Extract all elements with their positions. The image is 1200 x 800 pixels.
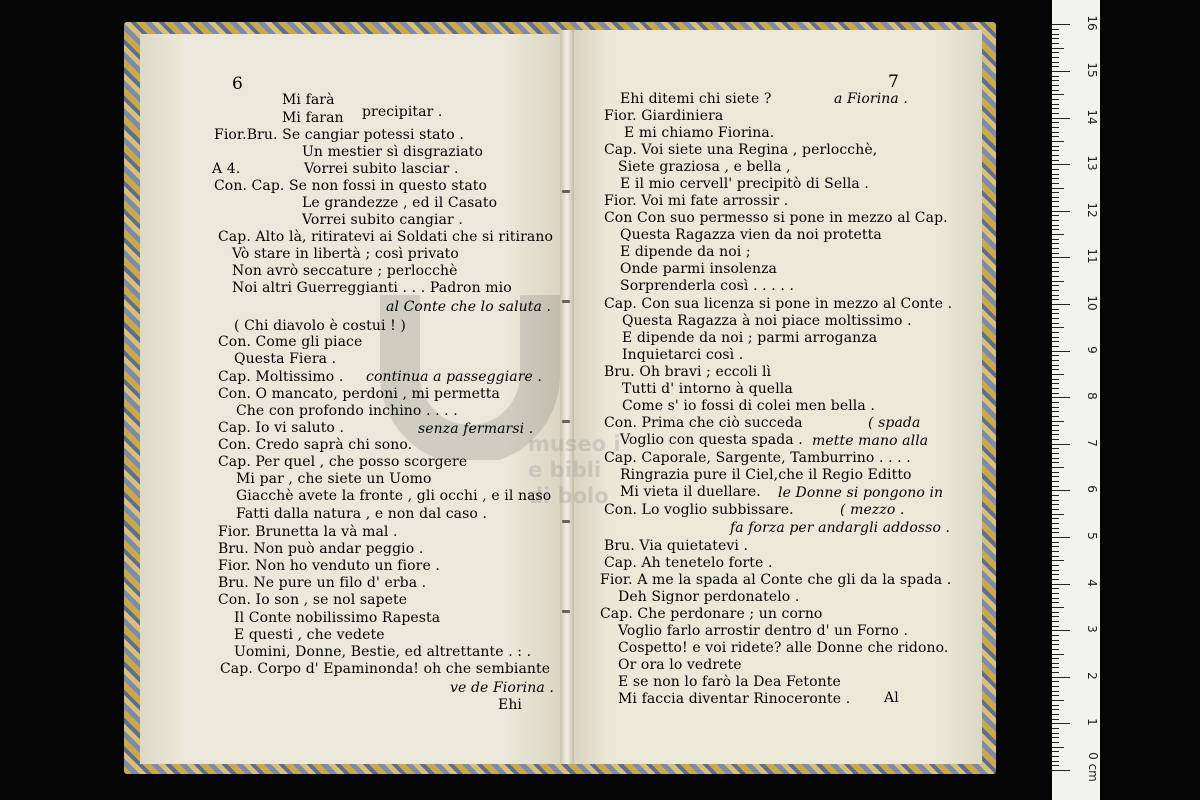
right-page-line: Con. Lo voglio subbissare. [604,502,794,518]
right-page-line: Cap. Voi siete una Regina , perlocchè, [604,142,878,158]
ruler-tick [1052,388,1059,389]
ruler-unit-label: 0 cm [1086,752,1100,782]
binding-stitch [562,610,570,613]
left-page-line: Fatti dalla natura , e non dal caso . [236,506,488,522]
left-page-line: ve de Fiorina . [450,680,554,696]
left-page-line: Vorrei subito cangiar . [302,212,463,228]
left-page-number: 6 [232,74,243,94]
ruler-number: 15 [1085,62,1099,78]
ruler-tick [1052,709,1059,710]
ruler-tick [1052,38,1059,39]
ruler-number: 8 [1085,392,1099,400]
ruler-number: 2 [1085,671,1099,680]
ruler-tick [1052,57,1059,58]
ruler-tick [1052,495,1059,496]
ruler-tick [1052,332,1059,333]
ruler-tick [1052,635,1059,636]
left-page-line: Con. Io son , se nol sapete [218,592,408,608]
ruler-number: 4 [1085,578,1099,587]
ruler-tick [1052,453,1059,454]
binding-stitch [562,300,570,303]
ruler-tick [1052,52,1059,53]
ruler-tick [1052,309,1059,310]
right-page-line: Or ora lo vedrete [618,657,742,673]
right-page-line: Ringrazia pure il Ciel,che il Regio Editto [620,467,912,483]
ruler-tick [1052,672,1059,673]
ruler-tick [1052,85,1059,86]
left-page-line: senza fermarsi . [418,421,534,437]
right-page-line: E se non lo farò la Dea Fetonte [618,674,841,690]
ruler-tick [1052,551,1059,552]
ruler-tick [1052,537,1070,538]
left-page-line: Cap. Alto là, ritiratevi ai Soldati che si ritirano [218,229,553,245]
ruler-tick [1052,579,1059,580]
ruler-tick [1052,355,1059,356]
right-page-line: Bru. Oh bravi ; eccoli lì [604,364,772,380]
ruler-number: 11 [1085,248,1099,265]
ruler-tick [1052,155,1059,156]
ruler-tick [1052,765,1059,766]
ruler-tick [1052,169,1059,170]
ruler-tick [1052,234,1064,235]
right-page-line: Al [884,690,899,706]
ruler-number: 5 [1085,532,1099,540]
left-page-line: Con. Come gli piace [218,334,363,350]
ruler-tick [1052,556,1059,557]
ruler-tick [1052,476,1059,477]
right-page-line: Con Con suo permesso si pone in mezzo al Cap. [604,210,948,226]
ruler-tick [1052,160,1059,161]
left-page-line: Uomini, Donne, Bestie, ed altrettante . : . [234,644,532,660]
ruler-tick [1052,616,1059,617]
ruler-tick [1052,225,1059,226]
ruler-tick [1052,416,1059,417]
right-page-line: Come s' io fossi di colei men bella . [622,398,875,414]
right-page-line: Mi vieta il duellare. [620,484,761,500]
ruler-tick [1052,206,1059,207]
ruler-tick [1052,299,1059,300]
ruler-tick [1052,262,1059,263]
ruler-tick [1052,644,1059,645]
ruler-number: 10 [1085,295,1099,311]
ruler-tick [1052,565,1059,566]
ruler-tick [1052,178,1059,179]
ruler-tick [1052,211,1070,212]
ruler-tick [1052,118,1070,119]
ruler-tick [1052,369,1059,370]
ruler-tick [1052,29,1059,30]
ruler-number: 6 [1085,485,1099,494]
ruler-tick [1052,742,1059,743]
right-page-line: a Fiorina . [834,91,908,107]
ruler-tick [1052,430,1059,431]
right-page-line: ( spada [868,415,921,431]
left-page-line: Fior. Brunetta la và mal . [218,524,398,540]
ruler-tick [1052,374,1064,375]
ruler-tick [1052,761,1059,762]
ruler-tick [1052,770,1070,771]
left-page-line: Cap. Io vi saluto . [218,420,345,436]
ruler-tick [1052,681,1059,682]
ruler-tick [1052,122,1059,123]
ruler-tick [1052,108,1059,109]
ruler-tick [1052,528,1059,529]
ruler-tick [1052,271,1059,272]
ruler-number: 12 [1085,202,1099,218]
ruler-tick [1052,281,1064,282]
ruler-tick [1052,360,1059,361]
ruler-tick [1052,188,1064,189]
ruler-tick [1052,518,1059,519]
left-page-line: Questa Fiera . [234,351,337,367]
right-page-line: Siete graziosa , e bella , [618,159,791,175]
right-page-line: Fior. Giardiniera [604,108,724,124]
ruler-tick [1052,472,1059,473]
ruler-tick [1052,612,1059,613]
ruler-number: 9 [1085,345,1099,354]
left-page-line: E questi , che vedete [234,627,385,643]
left-page-line: Mi par , che siete un Uomo [236,471,432,487]
right-page-line: Bru. Via quietatevi . [604,538,749,554]
right-page-line: Sorprenderla così . . . . . [620,278,795,294]
ruler-tick [1052,514,1064,515]
right-page-line: E mi chiamo Fiorina. [624,125,775,141]
left-page-line: Vò stare in libertà ; così privato [232,246,459,262]
ruler-tick [1052,546,1059,547]
ruler-tick [1052,183,1059,184]
binding-stitch [562,190,570,193]
left-page-line: Con. Credo saprà chi sono. [218,437,413,453]
ruler-tick [1052,313,1059,314]
right-page-line: le Donne si pongono in [778,485,944,501]
ruler-tick [1052,421,1064,422]
ruler-tick [1052,94,1064,95]
ruler-tick [1052,239,1059,240]
ruler-tick [1052,649,1059,650]
ruler-number: 3 [1085,625,1099,633]
left-page-line: Vorrei subito lasciar . [304,161,459,177]
ruler-tick [1052,439,1059,440]
ruler-tick [1052,397,1070,398]
ruler-number: 1 [1085,718,1099,727]
ruler-tick [1052,523,1059,524]
left-page-line: ( Chi diavolo è costui ! ) [234,318,406,334]
ruler-tick [1052,341,1059,342]
ruler-tick [1052,318,1059,319]
right-page-line: Fior. Voi mi fate arrossir . [604,193,789,209]
right-page-line: fa forza per andargli addosso . [730,520,951,536]
ruler-tick [1052,174,1059,175]
right-page-number: 7 [888,72,899,92]
ruler-tick [1052,383,1059,384]
right-page-line: Mi faccia diventar Rinoceronte . [618,691,851,707]
right-page-line: Deh Signor perdonatelo . [618,589,800,605]
ruler-tick [1052,365,1059,366]
right-page-line: E il mio cervell' precipitò di Sella . [620,176,869,192]
right-page-line: Fior. A me la spada al Conte che gli da la spada . [600,572,952,588]
ruler-tick [1052,630,1070,631]
right-page-line: Cap. Caporale, Sargente, Tamburrino . . . . [604,450,911,466]
right-page-line: Onde parmi insolenza [620,261,778,277]
right-page-line: mette mano alla [812,433,929,449]
right-page-line: Tutti d' intorno à quella [622,381,793,397]
ruler-tick [1052,304,1070,305]
ruler-tick [1052,66,1059,67]
right-page-line: Cospetto! e voi ridete? alle Donne che ridono. [618,640,949,656]
left-page-line: Le grandezze , ed il Casato [302,195,498,211]
ruler-tick [1052,295,1059,296]
ruler-tick [1052,164,1070,165]
left-page-line: Bru. Ne pure un filo d' erba . [218,575,427,591]
ruler-tick [1052,719,1059,720]
ruler-tick [1052,402,1059,403]
ruler-tick [1052,113,1059,114]
ruler-tick [1052,127,1059,128]
left-page-line: Con. O mancato, perdoni , mi permetta [218,386,500,402]
ruler-tick [1052,132,1059,133]
ruler-tick [1052,90,1059,91]
right-page-line: ( mezzo . [840,502,905,518]
ruler-tick [1052,542,1059,543]
ruler-tick [1052,584,1070,585]
ruler-tick [1052,71,1070,72]
ruler-tick [1052,62,1059,63]
ruler-tick [1052,654,1064,655]
ruler-tick [1052,434,1059,435]
ruler-tick [1052,504,1059,505]
ruler-tick [1052,351,1070,352]
ruler-tick [1052,76,1059,77]
ruler-tick [1052,136,1059,137]
ruler-tick [1052,276,1059,277]
ruler-tick [1052,462,1059,463]
ruler-tick [1052,253,1059,254]
right-page-line: Cap. Ah tenetelo forte . [604,555,773,571]
ruler-tick [1052,677,1070,678]
ruler-tick [1052,509,1059,510]
ruler-tick [1052,723,1070,724]
ruler-tick [1052,560,1064,561]
right-page-line: Questa Ragazza vien da noi protetta [620,227,882,243]
ruler-tick [1052,267,1059,268]
left-page-line: Cap. Corpo d' Epaminonda! oh che sembiante [220,661,551,677]
ruler-tick [1052,570,1059,571]
ruler-tick [1052,626,1059,627]
right-page-line: E dipende da noi ; parmi arroganza [622,330,878,346]
left-page-line: Noi altri Guerreggianti . . . Padron mio [232,280,512,296]
left-page-line: Fior.Bru. Se cangiar potessi stato . [214,127,464,143]
ruler-tick [1052,663,1059,664]
ruler-tick [1052,48,1064,49]
left-page-line: Ehi [498,697,523,713]
left-page-line: Mi faran [282,110,344,126]
ruler-tick [1052,700,1064,701]
ruler-tick [1052,607,1064,608]
right-page-line: Ehi ditemi chi siete ? [620,91,772,107]
ruler-tick [1052,337,1059,338]
ruler-tick [1052,532,1059,533]
ruler-tick [1052,24,1070,25]
ruler-tick [1052,593,1059,594]
ruler-tick [1052,486,1059,487]
ruler-tick [1052,290,1059,291]
left-page-line: al Conte che lo saluta . [386,299,552,315]
ruler-tick [1052,99,1059,100]
ruler-tick [1052,379,1059,380]
ruler-tick [1052,215,1059,216]
ruler-tick [1052,220,1059,221]
left-page-line: Bru. Non può andar peggio . [218,541,424,557]
ruler-tick [1052,323,1059,324]
ruler-tick [1052,146,1059,147]
ruler-tick [1052,104,1059,105]
ruler-number: 14 [1085,108,1099,125]
right-page-line: E dipende da noi ; [620,244,751,260]
ruler-tick [1052,500,1059,501]
left-page-line: A 4. [212,161,241,177]
ruler-tick [1052,737,1059,738]
ruler-tick [1052,588,1059,589]
ruler-tick [1052,621,1059,622]
left-page-line: Non avrò seccature ; perlocchè [232,263,458,279]
left-page-line: continua a passeggiare . [366,369,543,385]
right-page-line: Voglio con questa spada . [620,432,803,448]
ruler-tick [1052,695,1059,696]
ruler-tick [1052,728,1059,729]
ruler-tick [1052,686,1059,687]
ruler-tick [1052,458,1059,459]
watermark-text-2: e bibli [528,458,602,482]
ruler-tick [1052,714,1059,715]
ruler-tick [1052,756,1059,757]
ruler-tick [1052,201,1059,202]
ruler-tick [1052,733,1059,734]
ruler-tick [1052,691,1059,692]
ruler-tick [1052,248,1059,249]
ruler-tick [1052,425,1059,426]
ruler-tick [1052,467,1064,468]
ruler-tick [1052,141,1064,142]
ruler-tick [1052,285,1059,286]
ruler-tick [1052,705,1059,706]
left-page-line: Il Conte nobilissimo Rapesta [234,610,441,626]
ruler-tick [1052,490,1070,491]
binding-stitch [562,420,570,423]
right-page-line: Cap. Che perdonare ; un corno [600,606,823,622]
left-page-line: Fior. Non ho venduto un fiore . [218,558,440,574]
ruler-tick [1052,229,1059,230]
ruler-tick [1052,197,1059,198]
right-page-line: Cap. Con sua licenza si pone in mezzo al Conte . [604,296,953,312]
left-page-line: Un mestier sì disgraziato [302,144,484,160]
left-page-line: precipitar . [362,104,443,120]
ruler-tick [1052,444,1070,445]
left-page-line: Cap. Moltissimo . [218,369,344,385]
left-page-line: Giacchè avete la fronte , gli occhi , e il naso [236,488,552,504]
left-page-line: Mi farà [282,92,335,108]
ruler-tick [1052,327,1064,328]
ruler-tick [1052,80,1059,81]
ruler-tick [1052,574,1059,575]
left-page-line: Cap. Per quel , che posso scorgere [218,454,468,470]
right-page-line: Voglio farlo arrostir dentro d' un Forno . [618,623,909,639]
watermark-text-1: museo i [528,432,621,456]
ruler-tick [1052,751,1059,752]
left-page-line: Con. Cap. Se non fossi in questo stato [214,178,488,194]
ruler-tick [1052,192,1059,193]
watermark-text-3: di bolo [528,484,609,508]
ruler-tick [1052,448,1059,449]
ruler-number: 7 [1085,438,1099,447]
right-page-line: Questa Ragazza à noi piace moltissimo . [622,313,912,329]
ruler-tick [1052,411,1059,412]
ruler-tick [1052,257,1070,258]
ruler-tick [1052,667,1059,668]
ruler-tick [1052,658,1059,659]
ruler-number: 13 [1085,155,1099,171]
ruler-tick [1052,43,1059,44]
ruler-tick [1052,747,1064,748]
ruler-tick [1052,243,1059,244]
left-page-line: Che con profondo inchino . . . . [236,403,458,419]
right-page-line: Inquietarci così . [622,347,744,363]
ruler-tick [1052,640,1059,641]
ruler-tick [1052,150,1059,151]
binding-stitch [562,520,570,523]
ruler-number: 16 [1085,15,1099,32]
ruler-tick [1052,598,1059,599]
ruler-tick [1052,602,1059,603]
ruler-tick [1052,34,1059,35]
ruler-tick [1052,481,1059,482]
ruler-tick [1052,407,1059,408]
ruler-tick [1052,346,1059,347]
ruler-tick [1052,393,1059,394]
right-page-line: Con. Prima che ciò succeda [604,415,803,431]
